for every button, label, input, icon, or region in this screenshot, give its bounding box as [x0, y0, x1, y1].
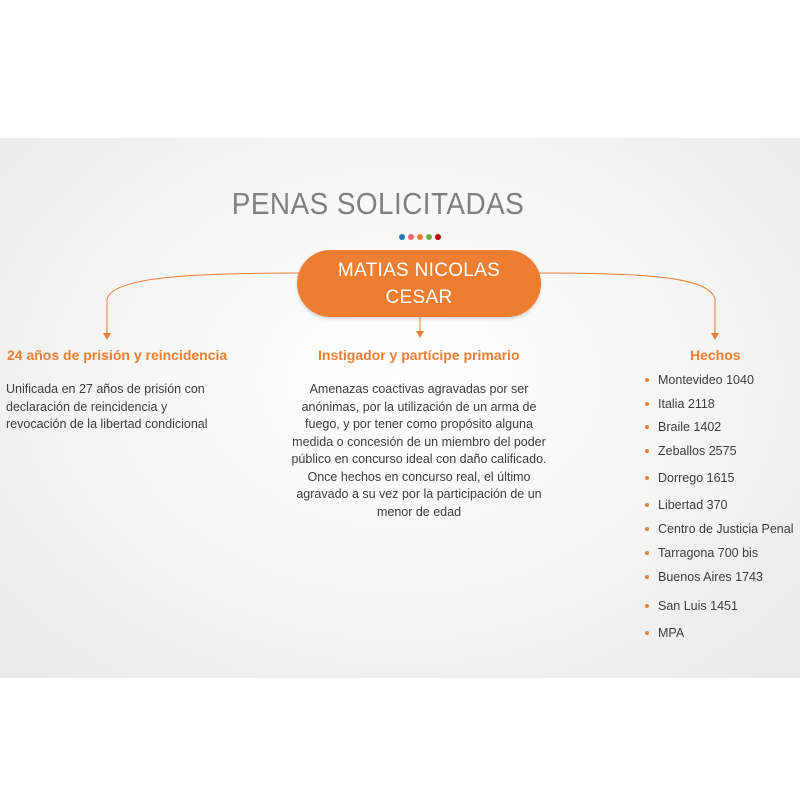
- bullet-icon: [645, 631, 649, 635]
- bullet-icon: [645, 527, 649, 531]
- bullet-icon: [645, 449, 649, 453]
- left-heading: 24 años de prisión y reincidencia: [7, 347, 228, 363]
- middle-desc-line: anónimas, por la utilización de un arma de: [301, 399, 537, 414]
- bullet-icon: [645, 575, 649, 579]
- list-item-label: Buenos Aires 1743: [658, 570, 763, 584]
- middle-heading: Instigador y partícipe primario: [318, 347, 520, 363]
- left-desc-line: declaración de reincidencia y: [6, 399, 168, 414]
- slide-title: PENAS SOLICITADAS: [231, 186, 525, 221]
- right-heading: Hechos: [690, 347, 741, 363]
- list-item-label: Libertad 370: [658, 498, 728, 512]
- middle-desc-line: Amenazas coactivas agravadas por ser: [309, 382, 529, 396]
- defendant-name-line2: CESAR: [385, 287, 453, 308]
- bullet-icon: [645, 604, 649, 608]
- bullet-icon: [645, 503, 649, 507]
- list-item-label: Montevideo 1040: [658, 373, 754, 387]
- list-item-label: Centro de Justicia Penal: [658, 522, 794, 536]
- list-item-label: Braile 1402: [658, 420, 722, 434]
- defendant-name-line1: MATIAS NICOLAS: [337, 260, 501, 281]
- bullet-icon: [645, 425, 649, 429]
- bullet-icon: [645, 402, 649, 406]
- list-item-label: San Luis 1451: [658, 599, 738, 613]
- left-desc-line: Unificada en 27 años de prisión con: [6, 382, 205, 396]
- list-item-label: MPA: [658, 626, 685, 640]
- middle-desc-line: medida o concesión de un miembro del poder: [292, 434, 546, 449]
- middle-desc-line: menor de edad: [376, 504, 462, 519]
- list-item-label: Dorrego 1615: [658, 471, 735, 485]
- middle-desc-line: Once hechos en concurso real, el último: [307, 469, 531, 484]
- bullet-icon: [645, 551, 649, 555]
- middle-desc-line: público en concurso ideal con daño calificado.: [291, 452, 547, 466]
- middle-desc-line: fuego, y por tener como propósito alguna: [305, 417, 533, 431]
- left-desc-line: revocación de la libertad condicional: [6, 417, 208, 431]
- list-item-label: Italia 2118: [658, 397, 715, 411]
- bullet-icon: [645, 378, 649, 382]
- middle-desc-line: agravado a su vez por la participación de un: [296, 487, 542, 501]
- list-item-label: Zeballos 2575: [658, 444, 737, 458]
- bullet-icon: [645, 476, 649, 480]
- list-item-label: Tarragona 700 bis: [658, 546, 759, 560]
